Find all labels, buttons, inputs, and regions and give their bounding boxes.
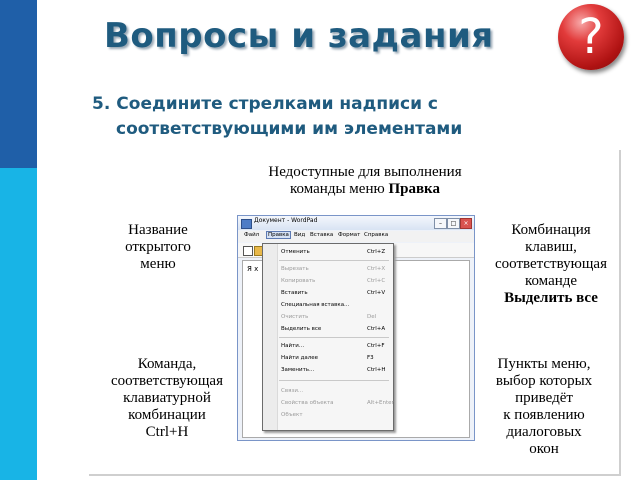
label-text: меню [140,256,176,272]
label-text: соответствующая [110,373,223,389]
close-button[interactable]: × [460,218,472,229]
label-dialog-items [474,356,614,458]
label-text: Недоступные для выполнения [268,164,462,180]
label-command-ctrl-h [92,356,242,441]
label-unavailable-commands [222,164,508,198]
sidebar-divider [37,0,40,480]
menu-item-paste[interactable]: Вставить Ctrl+V [281,290,386,296]
label-text: окон [529,441,559,457]
task-line-2: соответствующими им элементами [116,119,463,139]
label-text: Комбинация [511,222,591,238]
label-text: к появлению [503,407,585,423]
question-mark-icon [558,4,624,70]
task-number: 5. [92,94,111,114]
sidebar-light-stripe [0,168,37,480]
label-text: Ctrl+H [145,424,189,440]
label-text: Пункты меню, [497,356,591,372]
label-text: клавиатурной [123,390,211,406]
task-text [92,92,532,142]
label-text: клавиш, [525,239,577,255]
menu-item-undo[interactable]: Отменить Ctrl+Z [281,249,386,255]
menu-item-replace[interactable]: Заменить... Ctrl+H [281,367,386,373]
minimize-button[interactable]: – [434,218,447,229]
menu-separator [279,337,389,338]
label-open-menu-name [110,222,206,273]
label-text: команде [524,273,578,289]
label-text: комбинации [128,407,206,423]
menu-format[interactable]: Формат [338,232,361,238]
task-line-1: Соедините стрелками надписи с [116,94,438,114]
window-titlebar[interactable] [238,216,474,230]
menu-item-object-properties[interactable]: Свойства объекта Alt+Enter [281,400,394,406]
wordpad-app-icon [241,219,252,229]
menu-separator [279,380,389,381]
menu-help[interactable]: Справка [364,232,389,238]
menu-item-clear[interactable]: Очистить Del [281,314,377,320]
menu-item-copy[interactable]: Копировать Ctrl+C [281,278,386,284]
label-text: выбор которых [495,373,593,389]
menu-item-object[interactable]: Объект [281,412,303,418]
label-text: Команда, [137,356,197,372]
menu-edit[interactable]: Правка [268,232,289,238]
document-text: Я х [247,265,259,273]
label-text: соответствующая [494,256,607,272]
label-key-combination [478,222,624,307]
label-text: приведёт [515,390,573,406]
menu-item-select-all[interactable]: Выделить все Ctrl+A [281,326,386,332]
slide-title: Вопросы и задания [104,16,494,56]
label-text: Выделить все [504,290,598,306]
menu-view[interactable]: Вид [294,232,306,238]
menu-insert[interactable]: Вставка [310,232,334,238]
edit-dropdown-menu [262,243,394,431]
menu-file[interactable]: Файл [244,232,260,238]
maximize-button[interactable]: □ [447,218,460,229]
label-text: открытого [125,239,191,255]
sidebar-dark-stripe [0,0,37,168]
window-title: Документ - WordPad [254,217,318,224]
menu-separator [279,260,389,261]
new-document-icon[interactable] [243,246,253,256]
label-text: Название [128,222,188,238]
label-text: диалоговых [506,424,582,440]
menu-item-links[interactable]: Связи... [281,388,304,394]
menu-item-find-next[interactable]: Найти далее F3 [281,355,374,361]
label-text: команды меню Правка [290,181,440,197]
menu-item-paste-special[interactable]: Специальная вставка... [281,302,350,308]
menu-bar [238,231,474,242]
menu-item-find[interactable]: Найти... Ctrl+F [281,343,385,349]
question-mark-glyph: ? [578,9,604,65]
menu-item-cut[interactable]: Вырезать Ctrl+X [281,266,386,272]
